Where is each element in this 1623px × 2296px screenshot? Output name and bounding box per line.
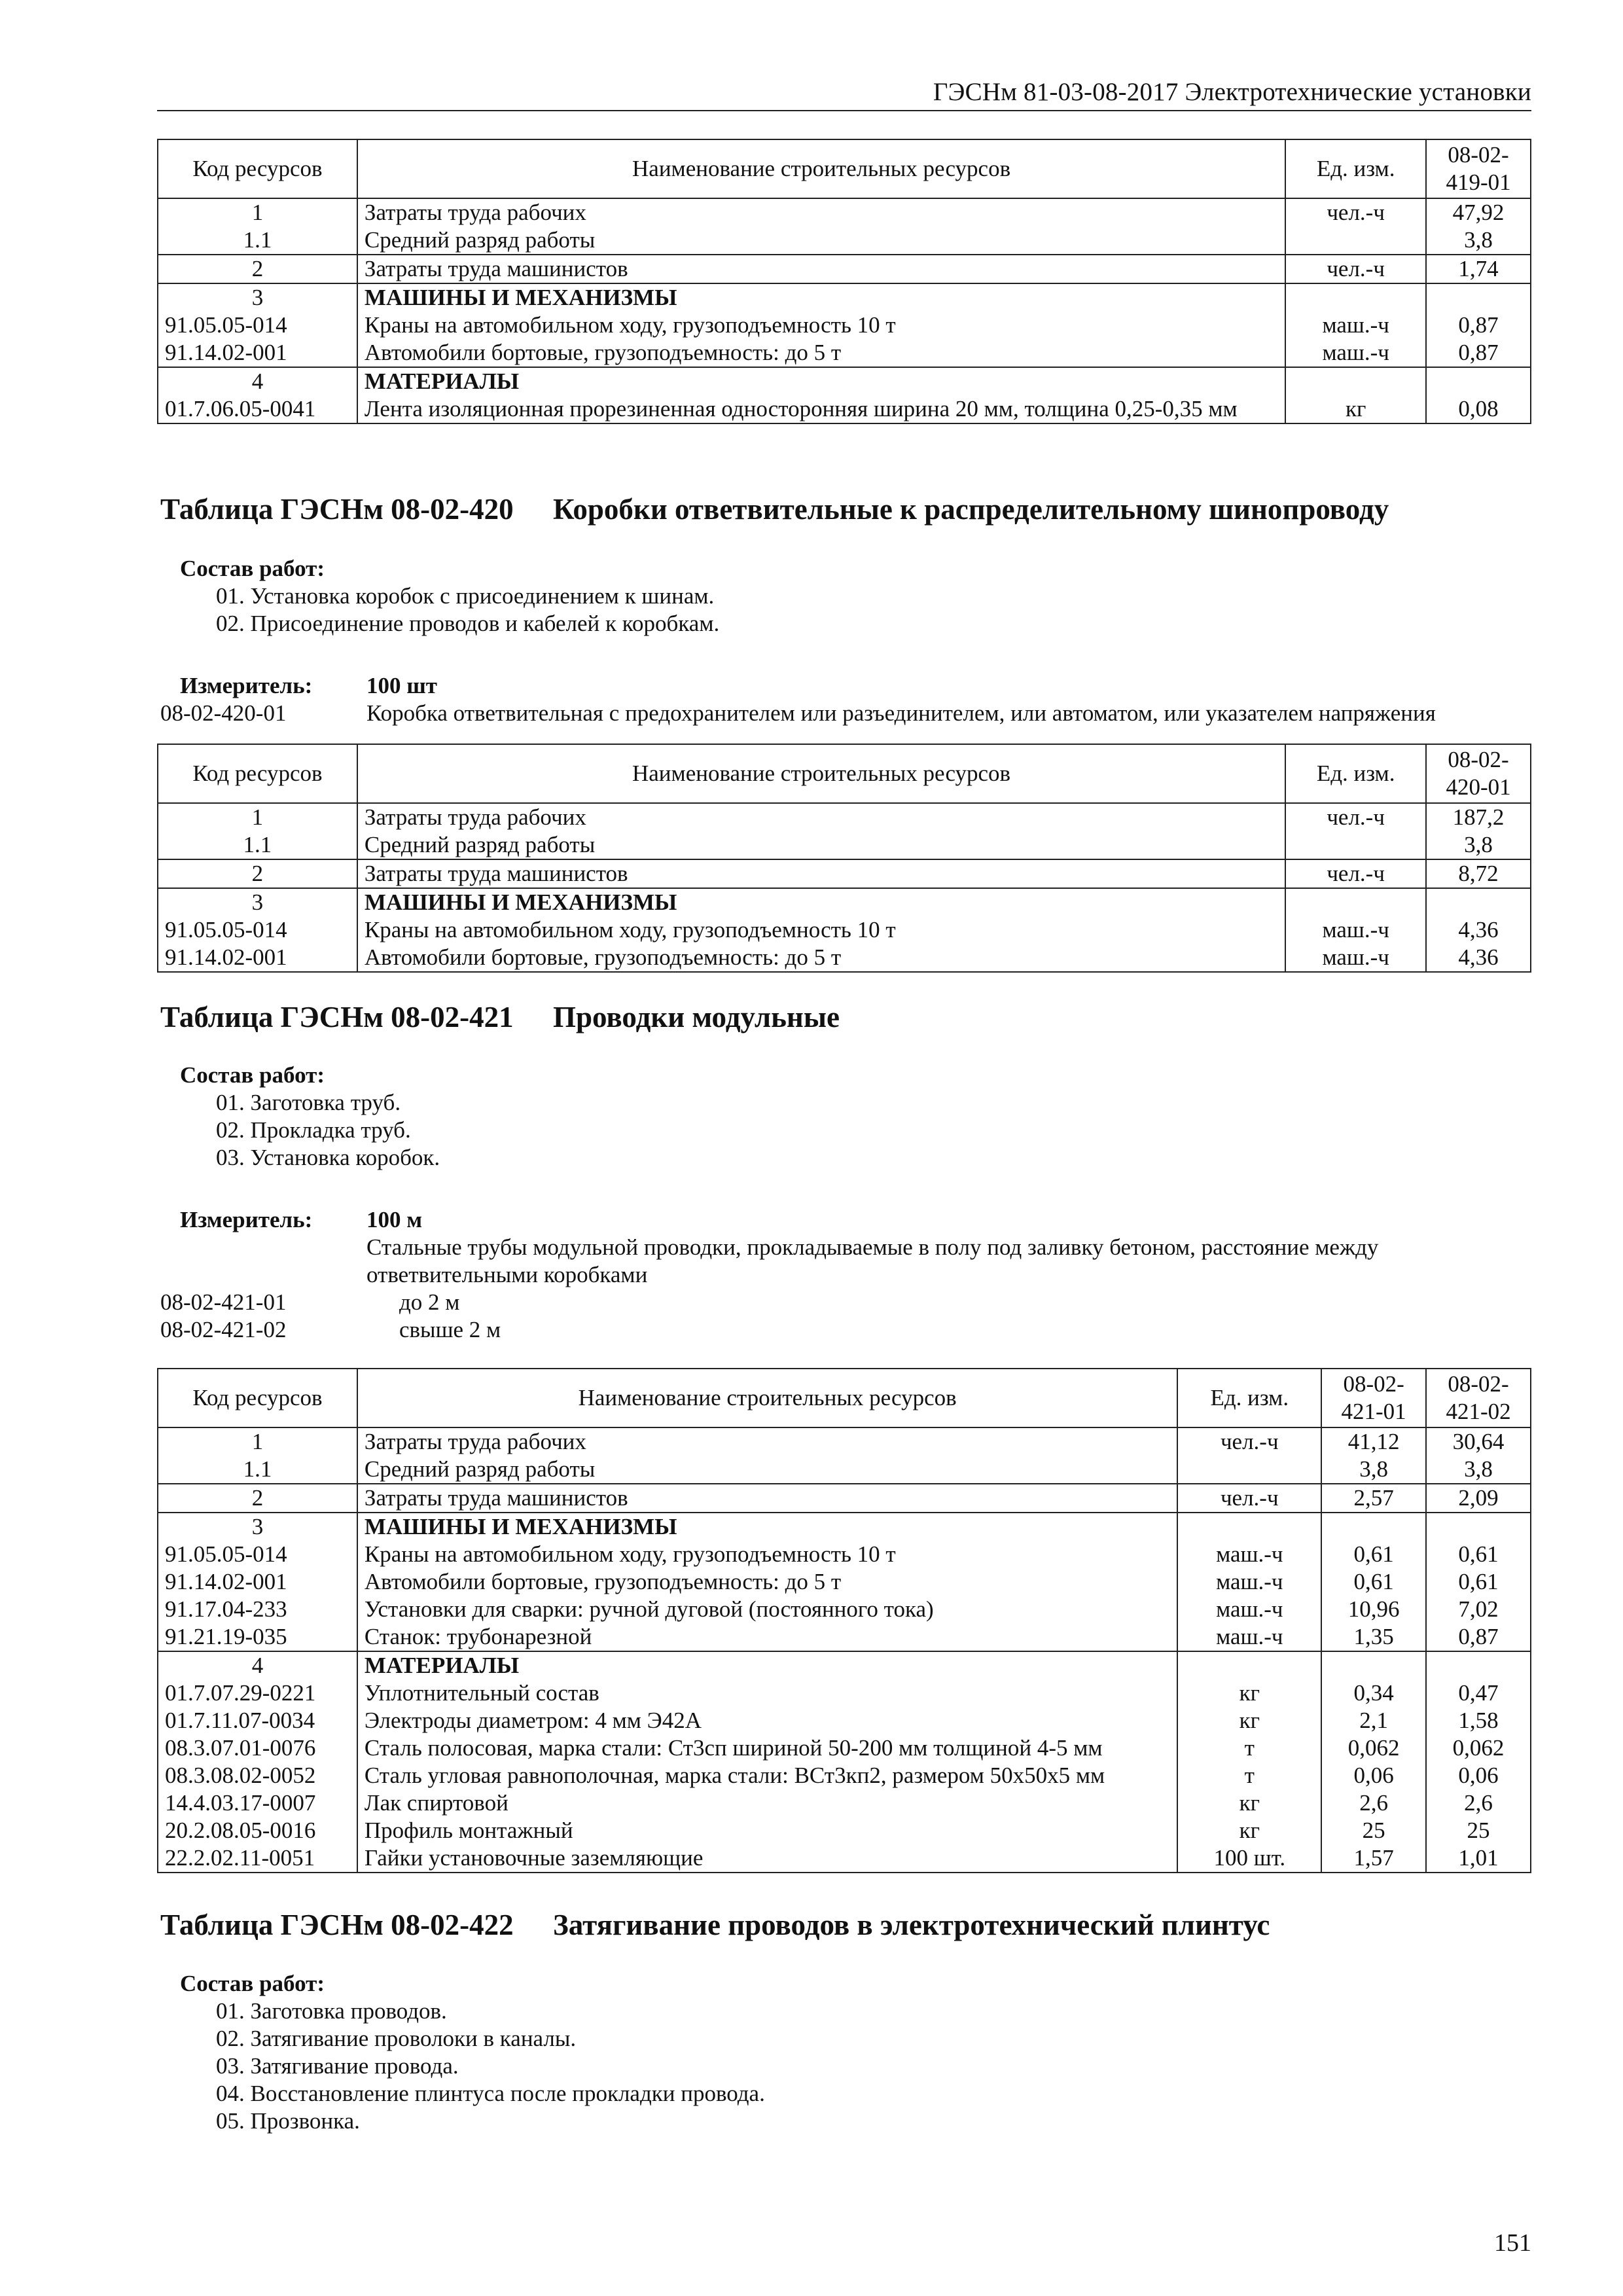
row-value: 30,64 (1426, 1427, 1531, 1456)
row-value: 0,08 (1426, 395, 1531, 423)
row-unit: маш.-ч (1285, 339, 1426, 367)
meter-421: Измеритель: 100 м Стальные трубы модульной проводки, прокладываемые в полу под заливку бетоном, расстояние между ответвительными коробками 08-02-421-01 до 2 м 08-02-421-02 свыше 2 м (160, 1207, 1379, 1342)
table-row (158, 888, 1531, 916)
table-row (158, 1844, 1531, 1873)
row-unit: чел.-ч (1285, 859, 1426, 888)
row-value: 7,02 (1426, 1596, 1531, 1623)
table-title-422: Таблица ГЭСНм 08-02-422 Затягивание проводов в электротехнический плинтус (160, 1909, 1270, 1941)
row-name: Средний разряд работы (357, 831, 1285, 859)
col-code-header: Код ресурсов (158, 139, 357, 198)
col-value-header: 08-02- 421-01 (1321, 1369, 1426, 1427)
row-code: 3 (158, 888, 357, 916)
row-value: 2,6 (1321, 1789, 1426, 1817)
col-value-header: 08-02- 419-01 (1426, 139, 1531, 198)
col-unit-header: Ед. изм. (1285, 744, 1426, 803)
table-row (158, 859, 1531, 888)
row-name: Сталь полосовая, марка стали: Ст3сп шириной 50-200 мм толщиной 4-5 мм (357, 1734, 1177, 1762)
row-value: 2,6 (1426, 1789, 1531, 1817)
row-name: Профиль монтажный (357, 1817, 1177, 1844)
row-code: 3 (158, 283, 357, 312)
row-code: 14.4.03.17-0007 (158, 1789, 357, 1817)
row-unit (1285, 226, 1426, 255)
row-value: 0,61 (1321, 1568, 1426, 1596)
row-unit: 100 шт. (1177, 1844, 1321, 1873)
row-value: 1,35 (1321, 1623, 1426, 1651)
work-item: 02. Прокладка труб. (216, 1117, 411, 1143)
row-value: 3,8 (1426, 831, 1531, 859)
row-name: Электроды диаметром: 4 мм Э42А (357, 1707, 1177, 1734)
row-name: Станок: трубонарезной (357, 1623, 1177, 1651)
row-value (1426, 1651, 1531, 1679)
row-unit: чел.-ч (1285, 803, 1426, 831)
row-value: 41,12 (1321, 1427, 1426, 1456)
row-value: 0,61 (1426, 1568, 1531, 1596)
row-name: Краны на автомобильном ходу, грузоподъемность 10 т (357, 1541, 1177, 1568)
row-unit (1177, 1651, 1321, 1679)
row-code: 22.2.02.11-0051 (158, 1844, 357, 1873)
row-name: Затраты труда машинистов (357, 1484, 1177, 1513)
row-unit: чел.-ч (1177, 1427, 1321, 1456)
row-code: 1 (158, 1427, 357, 1456)
row-unit: чел.-ч (1285, 198, 1426, 226)
row-code: 2 (158, 1484, 357, 1513)
row-value: 8,72 (1426, 859, 1531, 888)
row-name: Уплотнительный состав (357, 1679, 1177, 1707)
row-name: Затраты труда рабочих (357, 1427, 1177, 1456)
table-row (158, 1456, 1531, 1484)
running-header: ГЭСНм 81-03-08-2017 Электротехнические установки (933, 78, 1531, 106)
resource-table-419 (157, 139, 1531, 424)
row-unit (1177, 1456, 1321, 1484)
row-code: 3 (158, 1513, 357, 1541)
row-value: 0,06 (1426, 1762, 1531, 1789)
table-row (158, 312, 1531, 339)
col-name-header: Наименование строительных ресурсов (357, 744, 1285, 803)
row-value (1426, 367, 1531, 395)
table-row (158, 803, 1531, 831)
row-code: 01.7.07.29-0221 (158, 1679, 357, 1707)
row-value (1426, 283, 1531, 312)
row-code: 1 (158, 803, 357, 831)
row-value: 25 (1426, 1817, 1531, 1844)
row-code: 91.14.02-001 (158, 339, 357, 367)
row-name: МАШИНЫ И МЕХАНИЗМЫ (357, 888, 1285, 916)
col-value-header: 08-02- 420-01 (1426, 744, 1531, 803)
row-code: 91.14.02-001 (158, 1568, 357, 1596)
row-value: 2,57 (1321, 1484, 1426, 1513)
row-value: 0,61 (1426, 1541, 1531, 1568)
row-unit: маш.-ч (1177, 1568, 1321, 1596)
table-row (158, 1817, 1531, 1844)
table-row (158, 1734, 1531, 1762)
row-unit: маш.-ч (1285, 916, 1426, 944)
col-name-header: Наименование строительных ресурсов (357, 139, 1285, 198)
row-name: Сталь угловая равнополочная, марка стали: ВСт3кп2, размером 50х50х5 мм (357, 1762, 1177, 1789)
row-value: 3,8 (1426, 226, 1531, 255)
row-value: 0,87 (1426, 1623, 1531, 1651)
row-value: 0,06 (1321, 1762, 1426, 1789)
col-value-header: 08-02- 421-02 (1426, 1369, 1531, 1427)
row-code: 91.17.04-233 (158, 1596, 357, 1623)
row-value: 2,09 (1426, 1484, 1531, 1513)
row-unit: маш.-ч (1177, 1623, 1321, 1651)
row-value: 10,96 (1321, 1596, 1426, 1623)
table-title-420: Таблица ГЭСНм 08-02-420 Коробки ответвительные к распределительному шинопроводу (160, 493, 1389, 526)
row-name: Гайки установочные заземляющие (357, 1844, 1177, 1873)
row-value: 187,2 (1426, 803, 1531, 831)
row-value (1426, 1513, 1531, 1541)
row-value: 0,87 (1426, 312, 1531, 339)
row-name: Затраты труда рабочих (357, 198, 1285, 226)
row-value: 0,61 (1321, 1541, 1426, 1568)
row-name: МАТЕРИАЛЫ (357, 1651, 1177, 1679)
table-row (158, 1762, 1531, 1789)
work-item: 04. Восстановление плинтуса после прокладки провода. (216, 2081, 765, 2106)
row-code: 1.1 (158, 1456, 357, 1484)
table-row (158, 283, 1531, 312)
table-row (158, 831, 1531, 859)
page-number: 151 (1494, 2229, 1531, 2257)
row-value: 1,58 (1426, 1707, 1531, 1734)
row-code: 2 (158, 859, 357, 888)
row-value: 1,57 (1321, 1844, 1426, 1873)
row-unit: кг (1177, 1679, 1321, 1707)
row-value: 25 (1321, 1817, 1426, 1844)
row-code: 91.05.05-014 (158, 916, 357, 944)
work-item: 03. Установка коробок. (216, 1145, 440, 1170)
row-value: 0,47 (1426, 1679, 1531, 1707)
row-value: 47,92 (1426, 198, 1531, 226)
row-unit: т (1177, 1734, 1321, 1762)
row-unit: маш.-ч (1177, 1596, 1321, 1623)
row-code: 01.7.11.07-0034 (158, 1707, 357, 1734)
row-unit (1285, 367, 1426, 395)
row-value: 0,87 (1426, 339, 1531, 367)
row-name: Затраты труда машинистов (357, 255, 1285, 283)
row-unit (1285, 831, 1426, 859)
work-item: 01. Заготовка труб. (216, 1090, 401, 1115)
work-item: 01. Заготовка проводов. (216, 1998, 447, 2024)
table-row (158, 226, 1531, 255)
work-item: 05. Прозвонка. (216, 2108, 360, 2134)
row-unit: кг (1177, 1817, 1321, 1844)
header-rule (157, 110, 1531, 111)
table-body-421 (158, 1427, 1531, 1873)
row-value (1426, 888, 1531, 916)
row-code: 91.05.05-014 (158, 312, 357, 339)
row-code: 1 (158, 198, 357, 226)
work-item: 01. Установка коробок с присоединением к шинам. (216, 583, 715, 609)
row-name: МАТЕРИАЛЫ (357, 367, 1285, 395)
row-value: 4,36 (1426, 916, 1531, 944)
row-value: 3,8 (1321, 1456, 1426, 1484)
col-unit-header: Ед. изм. (1285, 139, 1426, 198)
row-name: Краны на автомобильном ходу, грузоподъемность 10 т (357, 916, 1285, 944)
table-row (158, 255, 1531, 283)
row-code: 1.1 (158, 226, 357, 255)
row-code: 08.3.07.01-0076 (158, 1734, 357, 1762)
row-value: 3,8 (1426, 1456, 1531, 1484)
row-code: 20.2.08.05-0016 (158, 1817, 357, 1844)
row-unit: маш.-ч (1285, 312, 1426, 339)
row-name: Установки для сварки: ручной дуговой (постоянного тока) (357, 1596, 1177, 1623)
row-name: Автомобили бортовые, грузоподъемность: до 5 т (357, 1568, 1177, 1596)
row-unit: маш.-ч (1285, 944, 1426, 972)
row-value: 1,74 (1426, 255, 1531, 283)
table-row (158, 1427, 1531, 1456)
table-row (158, 1596, 1531, 1623)
row-name: Краны на автомобильном ходу, грузоподъемность 10 т (357, 312, 1285, 339)
row-unit: маш.-ч (1177, 1541, 1321, 1568)
row-code: 91.05.05-014 (158, 1541, 357, 1568)
work-composition-421: Состав работ: 01. Заготовка труб. 02. Прокладка труб. 03. Установка коробок. (180, 1062, 440, 1170)
row-code: 2 (158, 255, 357, 283)
table-body-419 (158, 198, 1531, 423)
row-code: 1.1 (158, 831, 357, 859)
row-value: 1,01 (1426, 1844, 1531, 1873)
table-title-421: Таблица ГЭСНм 08-02-421 Проводки модульные (160, 1001, 840, 1033)
row-code: 91.14.02-001 (158, 944, 357, 972)
table-body-420 (158, 803, 1531, 972)
row-name: Автомобили бортовые, грузоподъемность: до 5 т (357, 944, 1285, 972)
row-code: 4 (158, 367, 357, 395)
row-value: 4,36 (1426, 944, 1531, 972)
table-row (158, 1623, 1531, 1651)
meter-420: Измеритель: 100 шт 08-02-420-01 Коробка ответвительная с предохранителем или разъединителем, или автоматом, или указателем напряжения (160, 673, 1436, 726)
row-unit: кг (1177, 1789, 1321, 1817)
work-item: 03. Затягивание провода. (216, 2053, 459, 2079)
row-unit: чел.-ч (1285, 255, 1426, 283)
row-unit (1285, 888, 1426, 916)
table-row (158, 1789, 1531, 1817)
table-row (158, 198, 1531, 226)
row-unit: чел.-ч (1177, 1484, 1321, 1513)
row-name: Средний разряд работы (357, 1456, 1177, 1484)
table-row (158, 339, 1531, 367)
row-name: Затраты труда машинистов (357, 859, 1285, 888)
table-row (158, 1679, 1531, 1707)
col-name-header: Наименование строительных ресурсов (357, 1369, 1177, 1427)
col-unit-header: Ед. изм. (1177, 1369, 1321, 1427)
table-row (158, 395, 1531, 423)
col-code-header: Код ресурсов (158, 744, 357, 803)
row-unit: кг (1177, 1707, 1321, 1734)
row-name: Затраты труда рабочих (357, 803, 1285, 831)
row-value (1321, 1513, 1426, 1541)
row-code: 4 (158, 1651, 357, 1679)
row-value: 0,062 (1321, 1734, 1426, 1762)
col-code-header: Код ресурсов (158, 1369, 357, 1427)
row-value: 0,34 (1321, 1679, 1426, 1707)
row-code: 01.7.06.05-0041 (158, 395, 357, 423)
row-name: МАШИНЫ И МЕХАНИЗМЫ (357, 1513, 1177, 1541)
table-row (158, 1484, 1531, 1513)
row-name: Автомобили бортовые, грузоподъемность: до 5 т (357, 339, 1285, 367)
row-name: МАШИНЫ И МЕХАНИЗМЫ (357, 283, 1285, 312)
row-code: 08.3.08.02-0052 (158, 1762, 357, 1789)
table-row (158, 944, 1531, 972)
row-value: 2,1 (1321, 1707, 1426, 1734)
table-row (158, 916, 1531, 944)
row-unit (1177, 1513, 1321, 1541)
work-item: 02. Присоединение проводов и кабелей к коробкам. (216, 611, 720, 636)
table-row (158, 1513, 1531, 1541)
row-name: Лак спиртовой (357, 1789, 1177, 1817)
row-value: 0,062 (1426, 1734, 1531, 1762)
table-row (158, 1541, 1531, 1568)
row-name: Средний разряд работы (357, 226, 1285, 255)
table-row (158, 1568, 1531, 1596)
row-unit: кг (1285, 395, 1426, 423)
work-composition-420: Состав работ: 01. Установка коробок с присоединением к шинам. 02. Присоединение проводов и кабелей к коробкам. (180, 556, 720, 636)
work-item: 02. Затягивание проволоки в каналы. (216, 2026, 577, 2051)
table-row (158, 1651, 1531, 1679)
work-composition-422: Состав работ: 01. Заготовка проводов. 02. Затягивание проволоки в каналы. 03. Затягивание провода. 04. Восстановление плинтуса после прокладки провода. 05. Прозвонка. (180, 1971, 765, 2134)
table-row (158, 1707, 1531, 1734)
resource-table-421 (157, 1368, 1531, 1873)
resource-table-420 (157, 744, 1531, 973)
row-unit: т (1177, 1762, 1321, 1789)
row-name: Лента изоляционная прорезиненная односторонняя ширина 20 мм, толщина 0,25-0,35 мм (357, 395, 1285, 423)
row-value (1321, 1651, 1426, 1679)
table-row (158, 367, 1531, 395)
row-unit (1285, 283, 1426, 312)
row-code: 91.21.19-035 (158, 1623, 357, 1651)
